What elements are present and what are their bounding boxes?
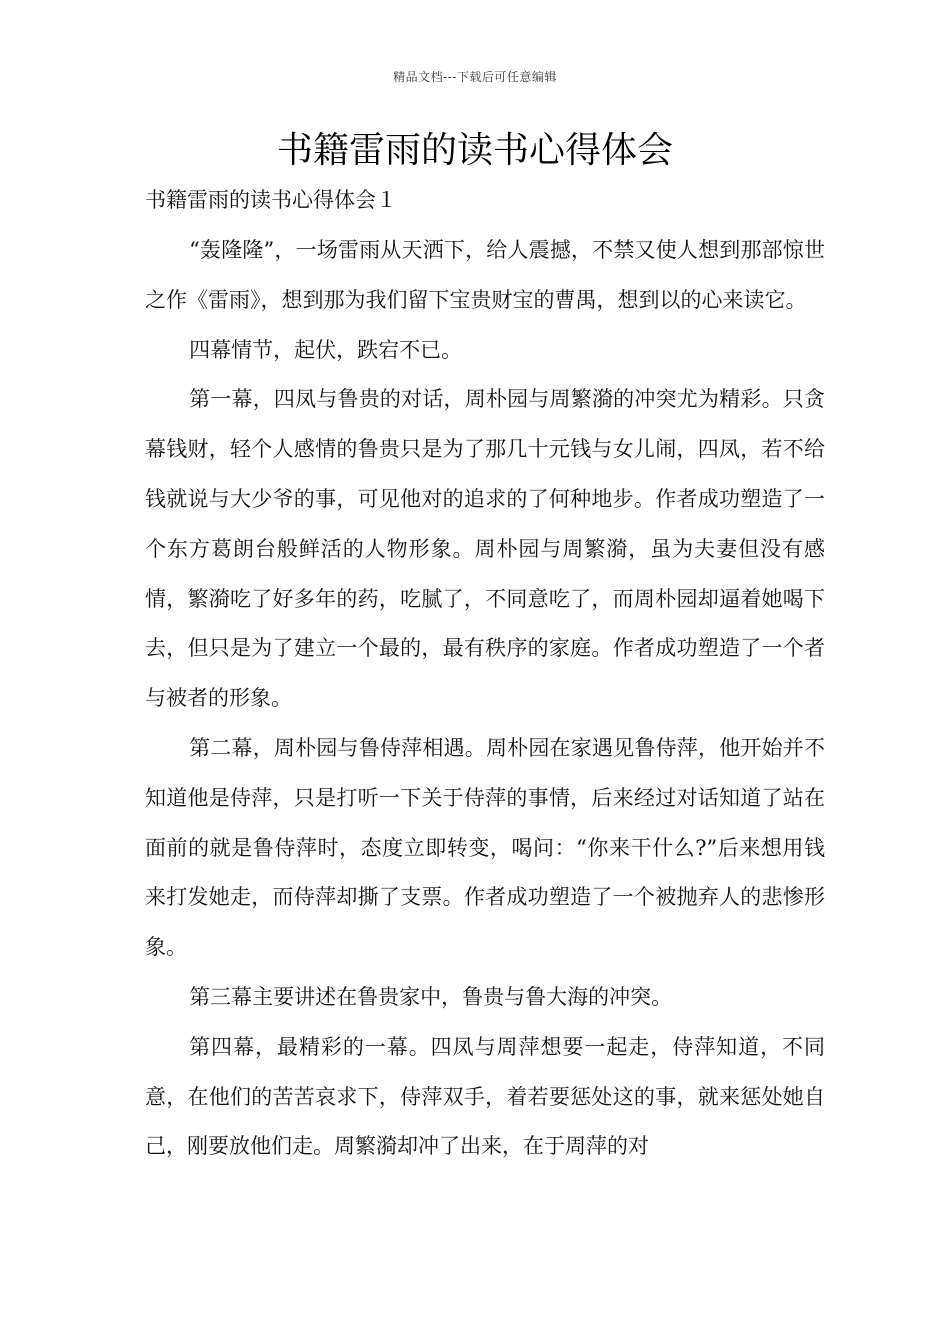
document-body	[145, 226, 825, 1172]
page-title: 书籍雷雨的读书心得体会	[276, 130, 673, 171]
header-note: 精品文档---下载后可任意编辑	[393, 70, 557, 84]
document-subtitle: 书籍雷雨的读书心得体会１	[145, 188, 397, 212]
paragraph: 四幕情节，起伏，跌宕不已。	[189, 337, 463, 362]
paragraph: 第二幕，周朴园与鲁侍萍相遇。周朴园在家遇见鲁侍萍，他开始并不知道他是侍萍，只是打听一下关于侍萍的事情，后来经过对话知道了站在面前的就是鲁侍萍时，态度立即转变，喝问：“你来干什么?”后来想用钱来打发她走，而侍萍却撕了支票。作者成功塑造了一个被抛弃人的悲惨形象。	[145, 735, 825, 960]
paragraph: 第三幕主要讲述在鲁贵家中，鲁贵与鲁大海的冲突。	[189, 984, 673, 1009]
paragraph: 第一幕，四凤与鲁贵的对话，周朴园与周繁漪的冲突尤为精彩。只贪幕钱财，轻个人感情的鲁贵只是为了那几十元钱与女儿闹，四凤，若不给钱就说与大少爷的事，可见他对的追求的了何种地步。作者成功塑造了一个东方葛朗台般鲜活的人物形象。周朴园与周繁漪，虽为夫妻但没有感情，繁漪吃了好多年的药，吃腻了，不同意吃了，而周朴园却逼着她喝下去，但只是为了建立一个最的，最有秩序的家庭。作者成功塑造了一个者与被者的形象。	[145, 387, 825, 711]
paragraph: “轰隆隆”，一场雷雨从天洒下，给人震撼，不禁又使人想到那部惊世之作《雷雨》，想到那为我们留下宝贵财宝的曹禺，想到以的心来读它。	[145, 238, 825, 312]
paragraph: 第四幕，最精彩的一幕。四凤与周萍想要一起走，侍萍知道，不同意，在他们的苦苦哀求下，侍萍双手，着若要惩处这的事，就来惩处她自己，刚要放他们走。周繁漪却冲了出来，在于周萍的对	[145, 1034, 825, 1159]
